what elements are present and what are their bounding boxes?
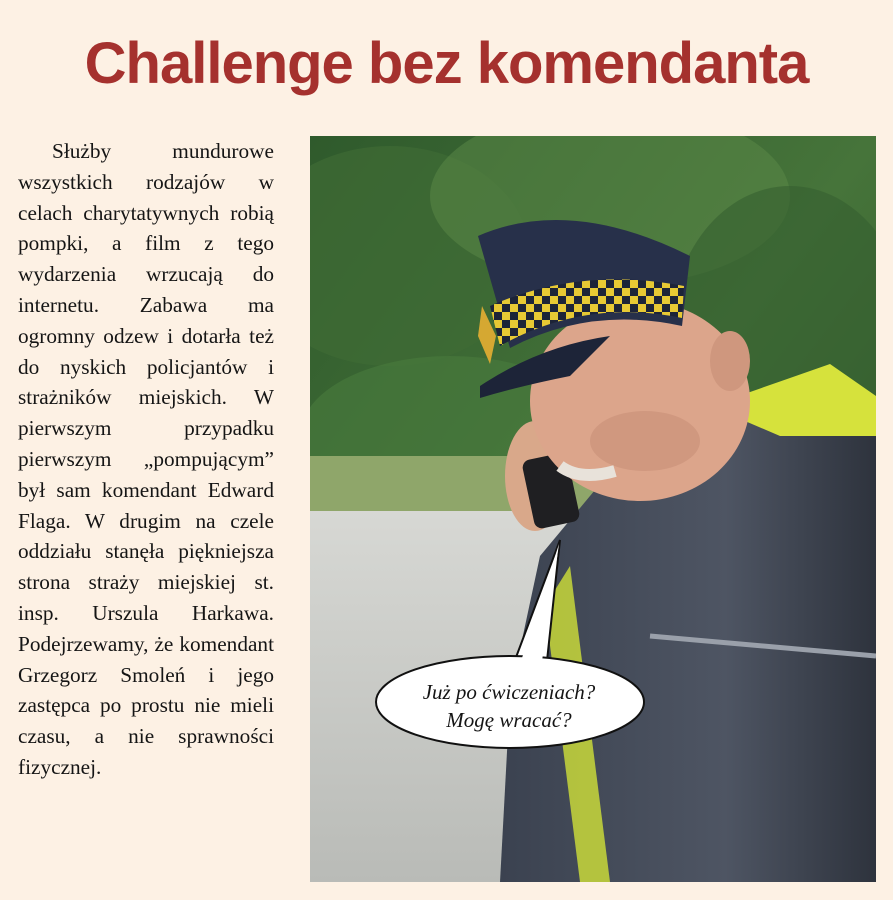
speech-bubble-text	[384, 678, 634, 734]
article-body	[18, 136, 274, 783]
article-paragraph: Służby mundurowe wszystkich rodzajów w celach charytatywnych robią pompki, a film z tego wydarzenia wrzucają do internetu. Zabawa ma ogromny odzew i dotarła też do nyskich policjantów i strażników miejskich. W pierwszym przypadku pierwszym „pompującym” był sam komendant Edward Flaga. W drugim na czele oddziału stanęła piękniejsza strona straży miejskiej st. insp. Urszula Harkawa. Podejrzewamy, że komendant Grzegorz Smoleń i jego zastępca po prostu nie mieli czasu, a nie sprawności fizycznej.	[18, 139, 274, 779]
speech-bubble-line: Już po ćwiczeniach?	[422, 680, 596, 704]
article-headline: Challenge bez komendanta	[84, 31, 809, 96]
photo-illustration	[310, 136, 876, 882]
speech-bubble-line: Mogę wracać?	[446, 708, 572, 732]
article-photo	[310, 136, 876, 882]
